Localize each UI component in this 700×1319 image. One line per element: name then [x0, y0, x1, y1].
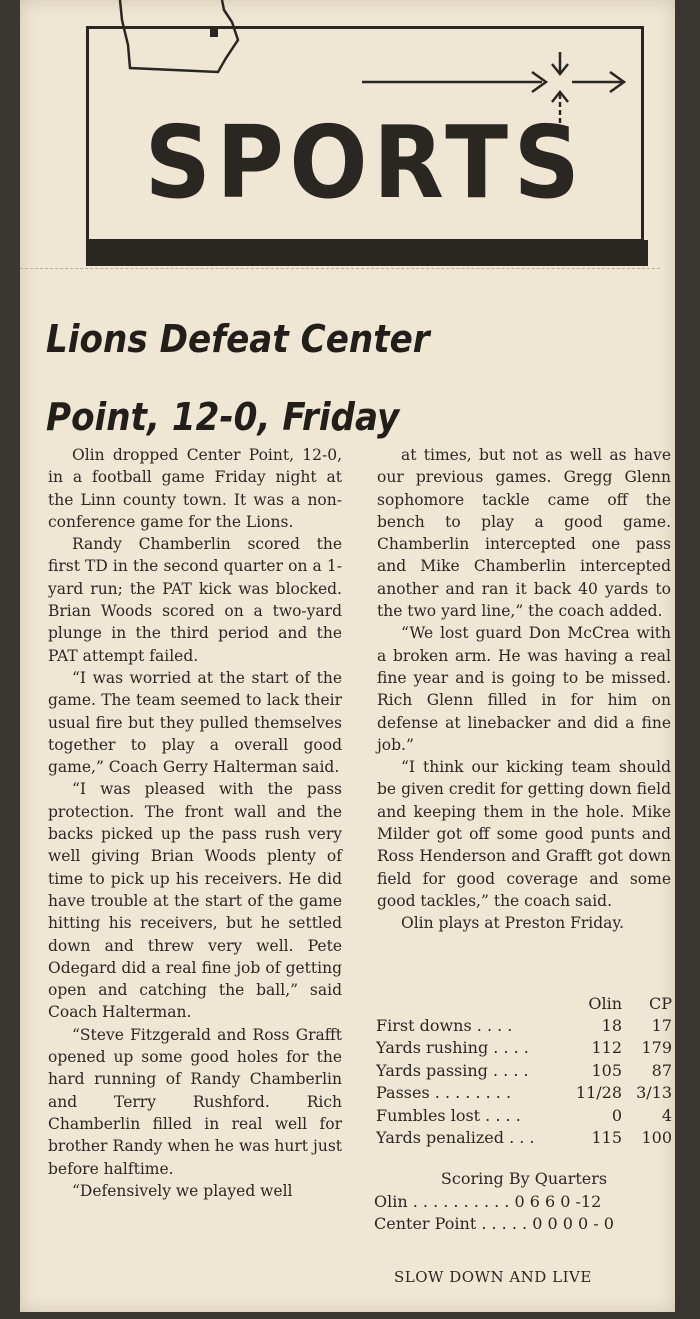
section-title: SPORTS [144, 104, 586, 221]
paragraph: “I think our kicking team should be given credit for getting down field and keeping them in the hole. Mike Milder got off some good punts and Ross Henderson and Grafft got down field for good coverage and some good tackles,” the coach said. [377, 758, 671, 910]
stats-header-row [376, 992, 672, 1014]
paragraph: “Defensively we played well [72, 1181, 293, 1200]
stats-col-olin: Olin [588, 993, 622, 1013]
paragraph: “Steve Fitzgerald and Ross Grafft opened up some good holes for the hard running of Randy Chamberlin and Terry Rushford. Rich Chamberlin filled in real well for brother Randy when he was hurt just before halftime. [48, 1025, 342, 1178]
table-row: Yards passing . . . . 105 87 [376, 1060, 672, 1080]
scoring-title: Scoring By Quarters [440, 1169, 608, 1188]
paragraph: “I was pleased with the pass protection. The front wall and the backs picked up the pass rush very well giving Brian Woods plenty of time to pick up his receivers. He did have trouble at the start of the game hitting his receivers, but he settled down and threw very well. Pete Odegard did a real fine job of getting open and catching the ball,” said Coach Halterman. [48, 780, 342, 1022]
table-row: First downs . . . . 18 17 [376, 1016, 672, 1036]
paragraph: Olin plays at Preston Friday. [401, 914, 625, 933]
article-headline [46, 300, 586, 456]
paragraph: Randy Chamberlin scored the first TD in the second quarter on a 1-yard run; the PAT kick was blocked. Brian Woods scored on a two-yard plunge in the third period and the PAT attempt failed. [48, 535, 342, 665]
table-row: Yards rushing . . . . 112 179 [376, 1038, 672, 1058]
headline-line-2: Point, 12-0, Friday [46, 395, 400, 439]
table-row: Fumbles lost . . . . 0 4 [376, 1105, 672, 1125]
stats-col-cp: CP [648, 993, 672, 1013]
paragraph: at times, but not as well as have our previous games. Gregg Glenn sophomore tackle came off the bench to play a good game. Chamberlin intercepted one pass and Mike Chamberlin intercepted another and ran it back 40 yards to the two yard line,” the coach added. [377, 446, 671, 621]
cut-line [20, 268, 660, 269]
headline-line-1: Lions Defeat Center [46, 317, 430, 361]
article-column-right [377, 444, 671, 935]
paragraph: Olin dropped Center Point, 12-0, in a football game Friday night at the Linn county town. It was a non-conference game for the Lions. [48, 446, 342, 531]
paragraph: “I was worried at the start of the game. The team seemed to lack their usual fire but they pulled themselves together to play a overall good game,” Coach Gerry Halterman said. [48, 668, 342, 777]
table-row: Passes . . . . . . . . 11/28 3/13 [376, 1083, 672, 1103]
article-column-left [48, 444, 342, 1202]
game-stats-table [376, 992, 672, 1149]
paragraph: “We lost guard Don McCrea with a broken arm. He was having a real fine year and is going to be missed. Rich Glenn filled in for him on defense at linebacker and did a fine job.” [377, 624, 671, 754]
sports-header-bar [86, 240, 648, 266]
table-row: Yards penalized . . . 115 100 [376, 1128, 672, 1148]
slogan: SLOW DOWN AND LIVE [394, 1268, 592, 1286]
